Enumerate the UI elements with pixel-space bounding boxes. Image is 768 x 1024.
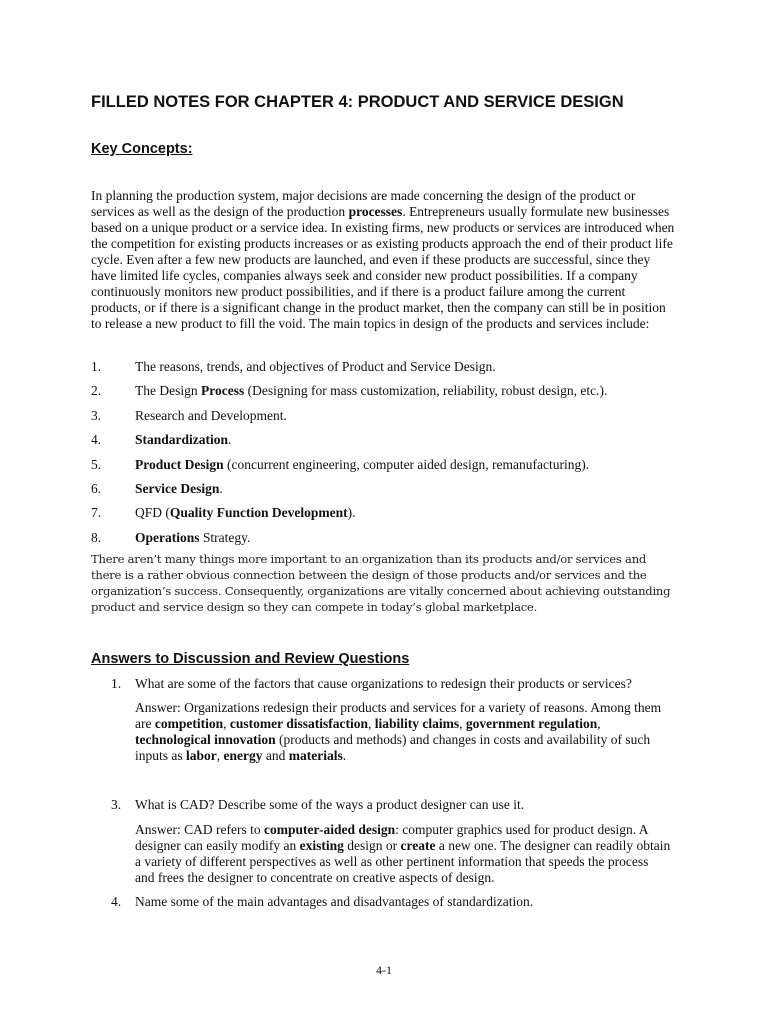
list-item-text: ).	[347, 505, 356, 521]
list-item-number: 8.	[91, 529, 102, 545]
list-item-text: .	[228, 432, 232, 448]
answer-text: (products and methods) and changes in costs and availability of such inputs as	[135, 732, 651, 763]
answer-text: ,	[597, 716, 601, 731]
answer-text: Answer: Organizations redesign their products and services for a variety of reasons. Among them are	[135, 700, 662, 731]
list-item-text: The reasons, trends, and objectives of Product and Service Design.	[135, 359, 496, 374]
list-item-number: 3.	[91, 407, 102, 423]
answer-text: .	[342, 748, 347, 763]
answer-text: ,	[367, 716, 375, 731]
question-number: 4.	[111, 894, 122, 909]
list-item-bold: Standardization	[135, 432, 229, 448]
answer-bold: materials	[288, 748, 343, 763]
answer-bold: existing	[299, 838, 344, 853]
intro-text-2: . Entrepreneurs usually formulate new businesses based on a unique product or a service idea. In existing firms, new products or services are introduced when the competition for existing products increases or as existing products approach the end of their product life cycle. Even after a few new products are launched, and even if these products are successful, since they have limited life cycles, companies always seek and consider new product possibilities. If a company continuously monitors new product possibilities, and if there is a product failure among the current products, or if there is a significant change in the product market, then the company can still be in position to release a new product to fill the void. The main topics in design of the products and services include:	[91, 204, 675, 331]
list-item-number: 2.	[91, 383, 102, 399]
question-text: What are some of the factors that cause organizations to redesign their products or services?	[135, 676, 632, 691]
answer-1	[135, 700, 671, 764]
list-item-text: QFD (	[135, 505, 170, 521]
list-item	[91, 359, 676, 383]
answer-bold: labor	[186, 748, 217, 763]
list-item	[91, 408, 676, 432]
list-item-text: Strategy.	[199, 529, 251, 545]
answer-bold: government regulation	[465, 716, 598, 731]
list-item-text: The Design	[135, 383, 201, 399]
answer-text: Answer: CAD refers to	[135, 822, 264, 837]
answer-bold: energy	[223, 748, 263, 763]
answer-text: ,	[459, 716, 466, 731]
answer-text: ,	[223, 716, 230, 731]
answer-text: : computer graphics used for product design. A designer can easily modify an	[135, 822, 648, 853]
question-text: What is CAD? Describe some of the ways a product designer can use it.	[135, 797, 525, 812]
answer-3	[135, 822, 671, 886]
answer-bold: create	[400, 838, 436, 853]
list-item-text: (Designing for mass customization, reliability, robust design, etc.).	[244, 383, 608, 399]
list-item-number: 4.	[91, 432, 102, 448]
page-title: FILLED NOTES FOR CHAPTER 4: PRODUCT AND SERVICE DESIGN	[91, 93, 624, 111]
list-item-number: 7.	[91, 505, 102, 521]
answer-text: and	[262, 748, 289, 763]
list-item-bold: Quality Function Development	[169, 505, 348, 521]
intro-paragraph	[91, 188, 676, 332]
list-item-text: Research and Development.	[135, 407, 287, 423]
intro-bold-processes: processes	[348, 204, 403, 219]
list-item-bold: Product Design	[135, 456, 224, 472]
list-item	[91, 432, 676, 456]
question-text: Name some of the main advantages and disadvantages of standardization.	[135, 894, 534, 909]
list-item-bold: Process	[200, 383, 245, 399]
answer-bold: technological innovation	[135, 732, 276, 747]
answer-bold: competition	[154, 716, 224, 731]
question-number: 3.	[111, 797, 122, 812]
closing-paragraph: There aren’t many things more important to an organization than its products and/or services and there is a rather obvious connection between the design of those products and/or services and the organization’s success. Consequently, organizations are vitally concerned about achieving outstanding product and service design so they can compete in today’s global marketplace.	[91, 552, 671, 615]
answers-heading: Answers to Discussion and Review Questions	[91, 651, 410, 667]
key-concepts-heading: Key Concepts:	[91, 141, 193, 157]
list-item-text: (concurrent engineering, computer aided design, remanufacturing).	[223, 456, 590, 472]
list-item	[91, 457, 676, 481]
list-item-number: 6.	[91, 480, 102, 496]
answer-text: ,	[216, 748, 224, 763]
list-item-text: .	[219, 480, 223, 496]
intro-text-1: In planning the production system, major decisions are made concerning the design of the product or services as well as the design of the production	[91, 188, 636, 219]
page-number: 4-1	[376, 963, 392, 977]
answer-text: a new one. The designer can readily obtain a variety of different perspectives as well as other pertinent information that speeds the process and frees the designer to concentrate on creative aspects of design.	[135, 838, 671, 885]
topics-list	[91, 359, 676, 554]
list-item-bold: Service Design	[135, 480, 220, 496]
answer-bold: customer dissatisfaction	[229, 716, 368, 731]
list-item-number: 1.	[91, 359, 102, 374]
answer-bold: liability claims	[374, 716, 460, 731]
answer-text: design or	[343, 838, 401, 853]
answer-bold: computer-aided design	[263, 822, 396, 837]
list-item-number: 5.	[91, 456, 102, 472]
list-item	[91, 481, 676, 505]
list-item	[91, 383, 676, 407]
list-item	[91, 505, 676, 529]
question-number: 1.	[111, 676, 122, 691]
list-item-bold: Operations	[135, 529, 200, 545]
